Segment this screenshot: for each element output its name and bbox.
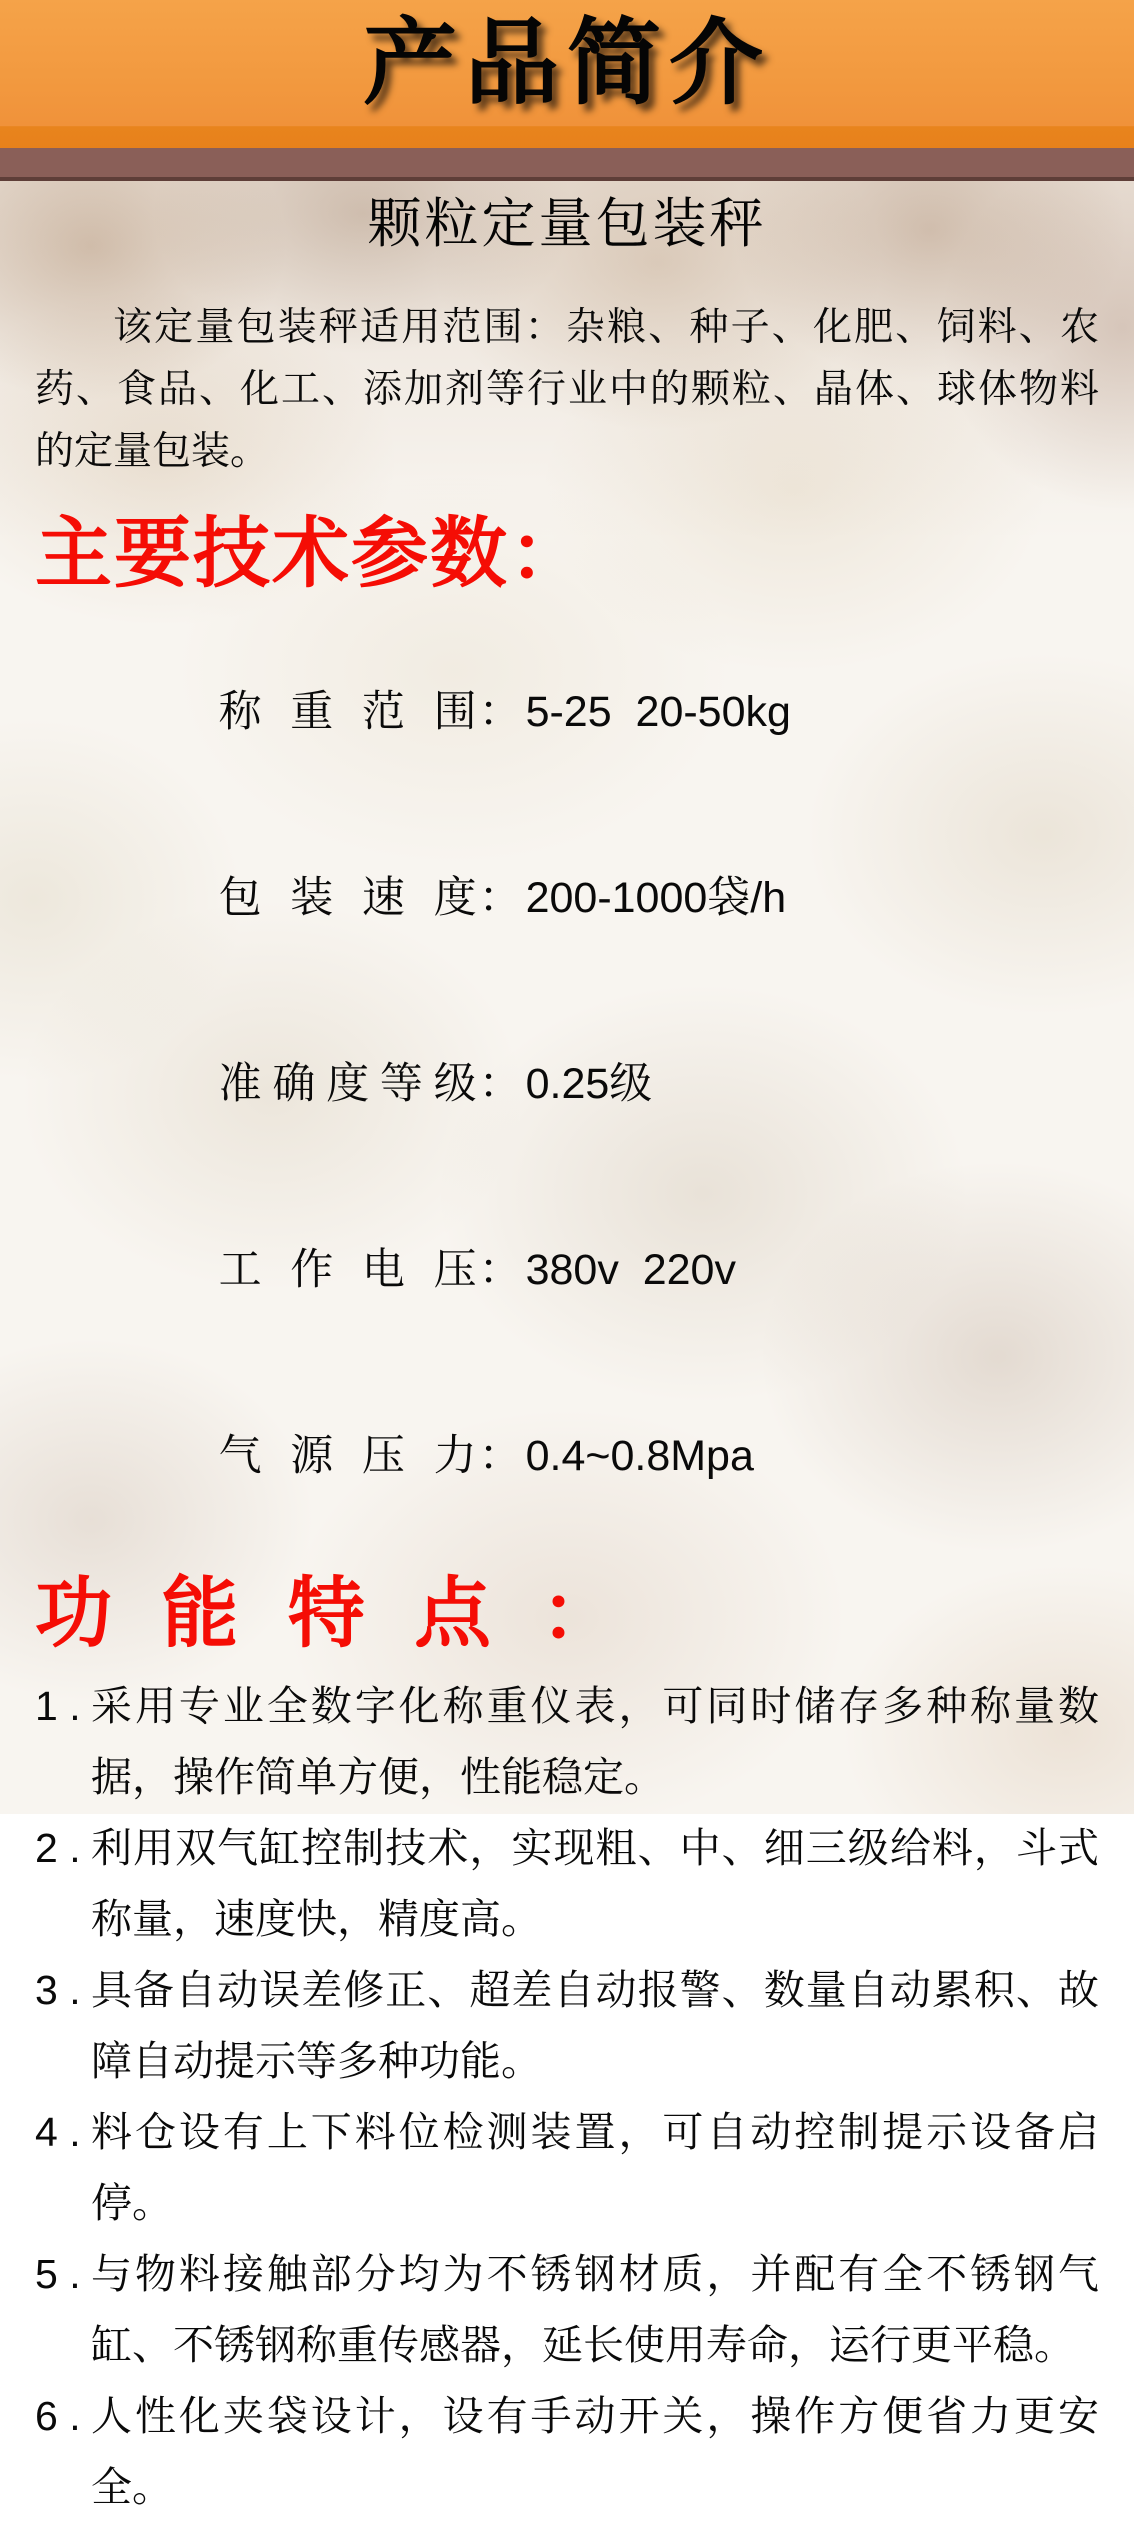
feature-item [35,2239,1099,2381]
features-list [35,1671,1099,2523]
feature-item [35,1671,1099,1813]
feature-item [35,1813,1099,1955]
feature-marker: 1 . [35,1683,81,1729]
spec-value: 0.25级 [525,1060,653,1108]
spec-colon: ： [478,1246,522,1294]
spec-label: 称重范围 [218,688,477,736]
feature-text: 利用双气缸控制技术，实现粗、中、细三级给料，斗式称量，速度快，精度高。 [91,1825,1099,1942]
spec-row [123,991,1099,1177]
feature-marker: 3 . [35,1967,81,2013]
spec-row [123,1177,1099,1363]
intro-paragraph [35,297,1099,483]
spec-value: 0.4~0.8Mpa [525,1432,754,1480]
spec-row [123,619,1099,805]
specs-list [123,619,1099,1549]
feature-item [35,2097,1099,2239]
feature-text: 具备自动误差修正、超差自动报警、数量自动累积、故障自动提示等多种功能。 [91,1967,1099,2084]
spec-label: 气源压力 [218,1432,477,1480]
spec-label: 工作电压 [218,1246,477,1294]
features-heading: 功 能 特 点 ： [35,1571,625,1657]
page-header [0,0,1134,148]
spec-colon: ： [478,1432,522,1480]
feature-marker: 6 . [35,2393,81,2439]
page-title: 产品简介 [362,10,771,115]
spec-value: 380v 220v [525,1246,736,1294]
spec-colon: ： [478,1060,522,1108]
spec-value: 5-25 20-50kg [525,688,791,736]
spec-label: 准确度等级 [218,1060,477,1108]
intro-line: 的定量包装。 [35,430,270,473]
feature-text: 与物料接触部分均为不锈钢材质，并配有全不锈钢气缸、不锈钢称重传感器，延长使用寿命，运行更平稳。 [91,2251,1099,2368]
divider-bar [0,148,1134,181]
feature-text: 人性化夹袋设计，设有手动开关，操作方便省力更安全。 [91,2393,1099,2510]
spec-value: 200-1000袋/h [525,874,787,922]
spec-row [123,1363,1099,1549]
spec-colon: ： [478,688,522,736]
intro-line: 该定量包装秤适用范围：杂粮、种子、化肥、饲料、农 [113,306,1099,349]
spec-label: 包装速度 [218,874,477,922]
product-title: 颗粒定量包装秤 [367,194,767,254]
feature-marker: 2 . [35,1825,81,1871]
spec-row [123,805,1099,991]
feature-item [35,2381,1099,2523]
feature-marker: 4 . [35,2109,81,2155]
feature-text: 料仓设有上下料位检测装置，可自动控制提示设备启停。 [91,2109,1099,2226]
intro-line: 药、食品、化工、添加剂等行业中的颗粒、晶体、球体物料 [35,368,1099,411]
content-area [0,181,1134,2510]
feature-marker: 5 . [35,2251,81,2297]
feature-text: 采用专业全数字化称重仪表，可同时储存多种称量数据，操作简单方便，性能稳定。 [91,1683,1099,1800]
spec-colon: ： [478,874,522,922]
specs-heading: 主要技术参数： [35,511,588,597]
feature-item [35,1955,1099,2097]
